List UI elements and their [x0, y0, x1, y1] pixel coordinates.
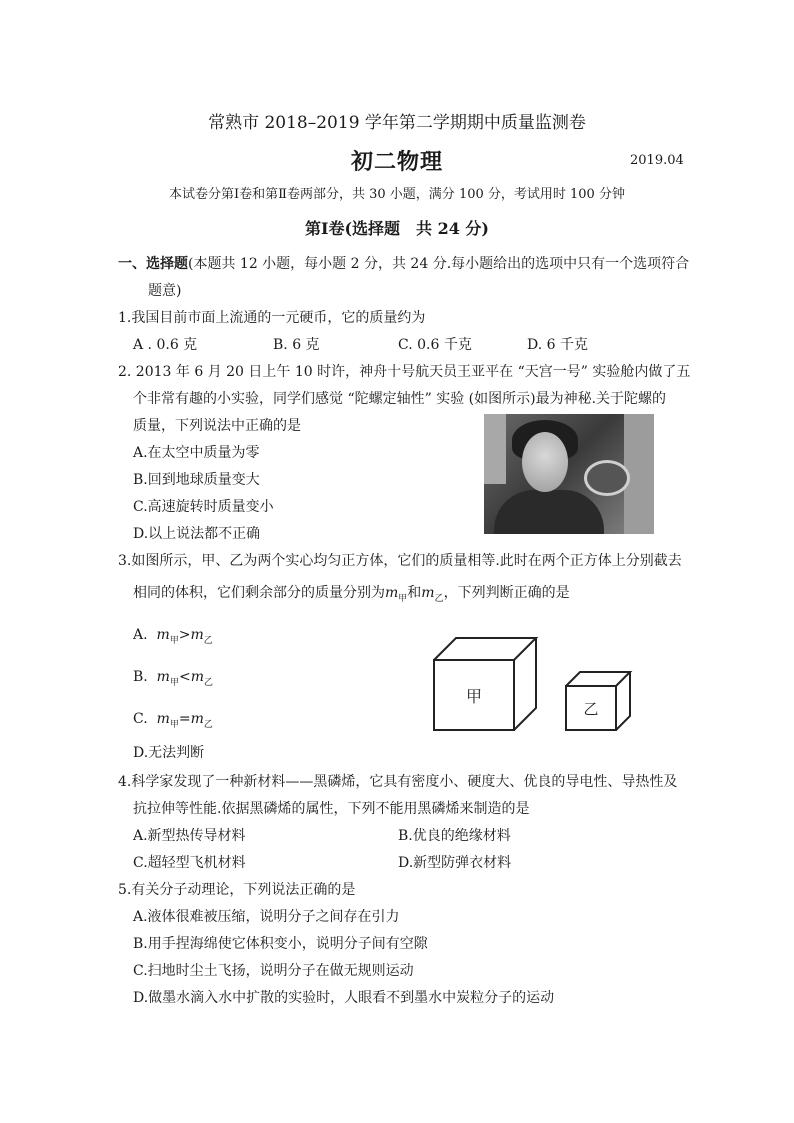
cubes-figure — [420, 628, 640, 738]
q1-option-b: B. 6 克 — [273, 337, 320, 353]
q3-stem-line2: 相同的体积，它们剩余部分的质量分别为$m_甲$和$m_乙$，下列判断正确的是 — [133, 585, 570, 604]
exam-date: 2019.04 — [630, 153, 684, 168]
q3-option-b: B. $m_甲<m_乙$ — [133, 669, 213, 688]
exam-intro: 本试卷分第Ⅰ卷和第Ⅱ卷两部分，共 30 小题，满分 100 分，考试用时 100 分钟 — [169, 187, 625, 202]
q1-option-a: A . 0.6 克 — [133, 337, 198, 353]
q4-stem-line1: 4.科学家发现了一种新材料——黑磷烯，它具有密度小、硬度大、优良的导电性、导热性及 — [118, 774, 678, 790]
section1-label: 一、选择题 — [118, 256, 188, 272]
q2-option-c: C.高速旋转时质量变小 — [133, 499, 274, 515]
q5-stem: 5.有关分子动理论，下列说法正确的是 — [118, 882, 356, 898]
q2-stem-line2: 个非常有趣的小实验，同学们感觉 “陀螺定轴性” 实验 (如图所示)最为神秘.关于陀螺的 — [133, 391, 667, 407]
q2-option-b: B.回到地球质量变大 — [133, 472, 260, 488]
astronaut-gyroscope-photo — [484, 414, 654, 534]
q2-stem-line3: 质量，下列说法中正确的是 — [133, 418, 301, 434]
gyroscope-icon — [584, 460, 630, 496]
section1-desc-line1 — [118, 254, 689, 274]
q3-stem-line1: 3.如图所示，甲、乙为两个实心均匀正方体，它们的质量相等.此时在两个正方体上分别截去 — [118, 553, 682, 569]
q2-option-d: D.以上说法都不正确 — [133, 526, 261, 542]
subject-title: 初二物理 — [350, 149, 443, 175]
q4-option-a: A.新型热传导材料 — [133, 828, 246, 844]
q1-stem: 1.我国目前市面上流通的一元硬币，它的质量约为 — [118, 310, 426, 326]
q1-option-c: C. 0.6 千克 — [398, 337, 472, 353]
cube-yi-label: 乙 — [583, 700, 599, 718]
section1-desc-line2: 题意) — [148, 283, 182, 299]
q4-stem-line2: 抗拉伸等性能.依据黑磷烯的属性，下列不能用黑磷烯来制造的是 — [133, 801, 530, 817]
part1-heading: 第Ⅰ卷(选择题 共 24 分) — [304, 219, 490, 238]
q5-option-a: A.液体很难被压缩，说明分子之间存在引力 — [133, 909, 400, 925]
cube-jia-label: 甲 — [465, 687, 483, 706]
q5-option-d: D.做墨水滴入水中扩散的实验时，人眼看不到墨水中炭粒分子的运动 — [133, 990, 555, 1006]
q4-option-d: D.新型防弹衣材料 — [398, 855, 512, 871]
q1-option-d: D. 6 千克 — [527, 337, 588, 353]
q4-option-b: B.优良的绝缘材料 — [398, 828, 511, 844]
q2-option-a: A.在太空中质量为零 — [133, 445, 260, 461]
exam-title: 常熟市 2018–2019 学年第二学期期中质量监测卷 — [208, 113, 586, 133]
q3-option-d: D.无法判断 — [133, 745, 205, 761]
q2-stem-line1: 2. 2013 年 6 月 20 日上午 10 时许，神舟十号航天员王亚平在 “天宫一号” 实验舱内做了五 — [118, 364, 691, 380]
q4-option-c: C.超轻型飞机材料 — [133, 855, 246, 871]
cube-jia — [434, 638, 536, 730]
q3-option-a: A. $m_甲>m_乙$ — [133, 627, 213, 646]
q5-option-c: C.扫地时尘土飞扬，说明分子在做无规则运动 — [133, 963, 414, 979]
section1-desc: (本题共 12 小题，每小题 2 分，共 24 分.每小题给出的选项中只有一个选项符合 — [188, 256, 690, 272]
q5-option-b: B.用手捏海绵使它体积变小，说明分子间有空隙 — [133, 936, 428, 952]
q3-option-c: C. $m_甲=m_乙$ — [133, 711, 213, 730]
